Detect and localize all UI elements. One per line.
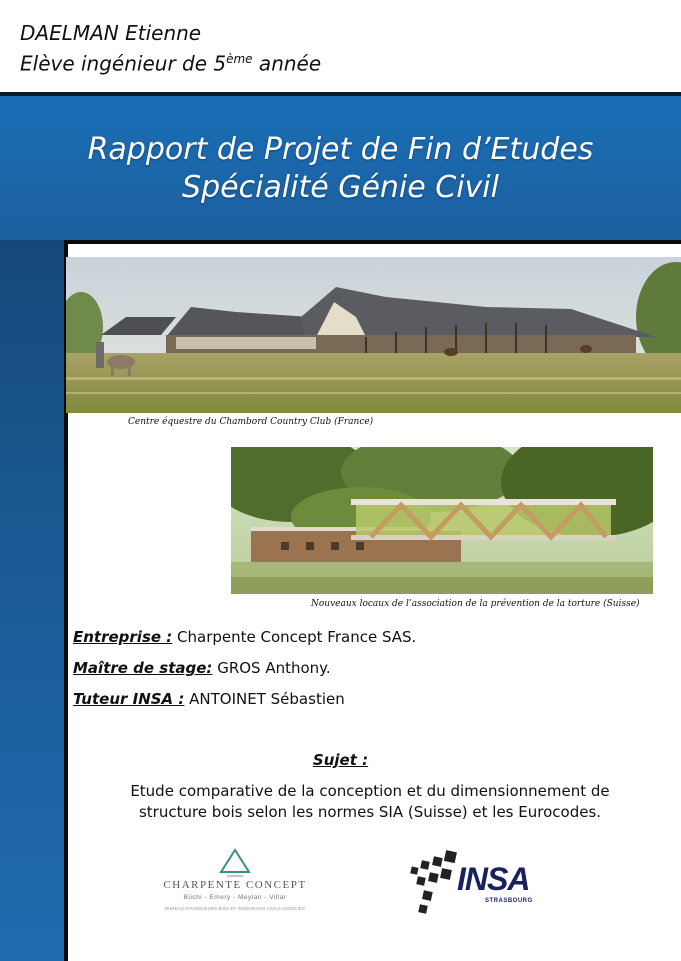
tutor-label: Tuteur INSA :: [73, 690, 185, 708]
status-suffix: année: [252, 51, 322, 76]
subject-line-1: Etude comparative de la conception et du dimensionnement de: [130, 782, 610, 800]
photo2-caption: Nouveaux locaux de l’association de la prévention de la torture (Suisse): [311, 599, 640, 609]
report-specialty: Spécialité Génie Civil: [182, 170, 499, 205]
author-block: [20, 20, 321, 77]
subject-line-2: structure bois selon les normes SIA (Suisse) et les Eurocodes.: [138, 803, 602, 821]
insa-word: INSA: [457, 861, 530, 897]
status-superscript: ème: [226, 52, 253, 66]
header-area: [0, 0, 681, 92]
supervisor-line: [73, 659, 331, 677]
subject-text: [70, 781, 670, 823]
photo1-caption: Centre équestre du Chambord Country Club (France): [128, 417, 374, 427]
report-title: Rapport de Projet de Fin d’Etudes: [87, 132, 594, 167]
equestrian-center-photo: [66, 257, 681, 413]
status-prefix: Elève ingénieur de 5: [20, 51, 227, 76]
supervisor-value: GROS Anthony.: [212, 659, 331, 677]
charpente-concept-logo: [155, 848, 315, 918]
subject-label: Sujet :: [312, 751, 369, 769]
insa-strasbourg-logo: [405, 845, 545, 920]
charpente-name: CHARPENTE CONCEPT: [163, 879, 307, 891]
tutor-line: [73, 690, 345, 708]
band-divider: [0, 92, 681, 96]
company-line: [73, 628, 416, 646]
charpente-tagline: BUREAU D'INGÉNIEURS BOIS ET INGÉNIEURS CIVILS ASSOCIÉS: [165, 906, 305, 911]
author-status: [20, 46, 321, 77]
triangle-logo-icon: [155, 848, 315, 878]
left-side-bar: [0, 240, 64, 961]
insa-city: STRASBOURG: [485, 898, 533, 904]
charpente-partners: Büchi - Emery - Meylan - Villar: [183, 894, 287, 901]
insa-pixel-icon: [405, 845, 465, 920]
supervisor-label: Maître de stage:: [73, 659, 213, 677]
association-building-photo: [231, 447, 653, 594]
author-name: DAELMAN Etienne: [20, 21, 202, 45]
company-label: Entreprise :: [73, 628, 173, 646]
tutor-value: ANTOINET Sébastien: [184, 690, 345, 708]
company-value: Charpente Concept France SAS.: [172, 628, 417, 646]
